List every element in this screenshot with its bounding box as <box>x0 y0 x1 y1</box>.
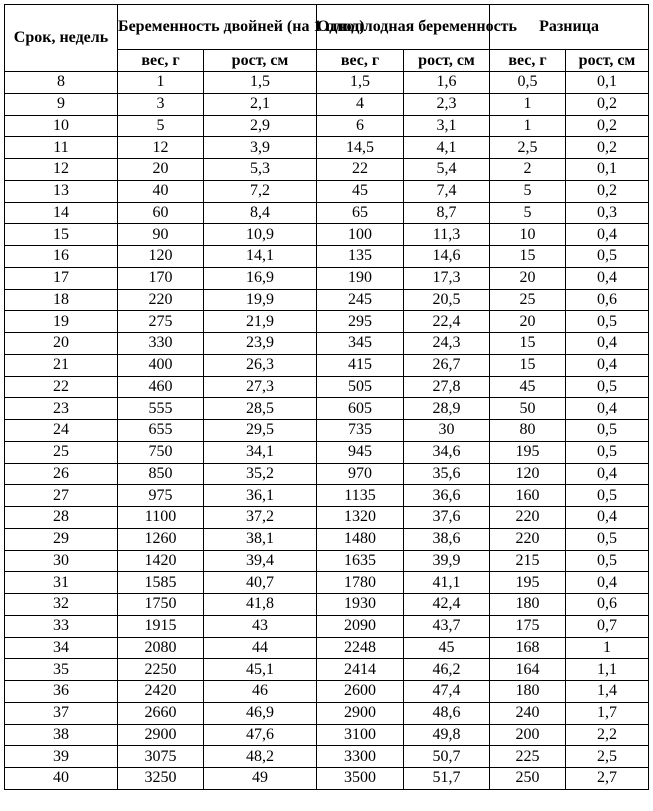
cell-diff-height: 2,7 <box>566 768 649 790</box>
cell-twin-weight: 220 <box>118 289 204 311</box>
cell-twin-weight: 975 <box>118 485 204 507</box>
cell-diff-weight: 168 <box>490 637 566 659</box>
cell-twin-weight: 330 <box>118 333 204 355</box>
cell-diff-height: 0,5 <box>566 246 649 268</box>
table-row <box>5 441 649 463</box>
cell-twin-height: 37,2 <box>204 507 317 529</box>
table-row <box>5 681 649 703</box>
cell-twin-weight: 90 <box>118 224 204 246</box>
cell-diff-weight: 180 <box>490 681 566 703</box>
cell-single-weight: 970 <box>317 463 404 485</box>
cell-twin-height: 14,1 <box>204 246 317 268</box>
cell-diff-weight: 15 <box>490 354 566 376</box>
cell-twin-weight: 170 <box>118 267 204 289</box>
table-row <box>5 724 649 746</box>
cell-twin-height: 7,2 <box>204 180 317 202</box>
cell-single-weight: 14,5 <box>317 137 404 159</box>
cell-term: 13 <box>5 180 118 202</box>
cell-diff-height: 0,4 <box>566 398 649 420</box>
table-row <box>5 333 649 355</box>
cell-diff-weight: 25 <box>490 289 566 311</box>
table-row <box>5 485 649 507</box>
cell-single-weight: 1780 <box>317 572 404 594</box>
table-row <box>5 420 649 442</box>
cell-single-weight: 2414 <box>317 659 404 681</box>
cell-single-height: 35,6 <box>404 463 490 485</box>
cell-twin-weight: 1420 <box>118 550 204 572</box>
cell-single-weight: 1,5 <box>317 72 404 94</box>
table-header <box>5 5 649 72</box>
cell-single-height: 49,8 <box>404 724 490 746</box>
cell-diff-weight: 195 <box>490 572 566 594</box>
cell-single-height: 24,3 <box>404 333 490 355</box>
cell-twin-height: 46,9 <box>204 702 317 724</box>
table-row <box>5 246 649 268</box>
cell-term: 23 <box>5 398 118 420</box>
cell-twin-height: 10,9 <box>204 224 317 246</box>
cell-twin-weight: 1915 <box>118 615 204 637</box>
cell-diff-weight: 15 <box>490 246 566 268</box>
cell-diff-height: 0,2 <box>566 93 649 115</box>
cell-single-height: 20,5 <box>404 289 490 311</box>
cell-twin-height: 23,9 <box>204 333 317 355</box>
cell-diff-height: 1,4 <box>566 681 649 703</box>
cell-diff-height: 0,2 <box>566 137 649 159</box>
cell-single-height: 4,1 <box>404 137 490 159</box>
table-row <box>5 463 649 485</box>
cell-twin-height: 26,3 <box>204 354 317 376</box>
cell-single-weight: 6 <box>317 115 404 137</box>
cell-twin-height: 49 <box>204 768 317 790</box>
cell-twin-weight: 120 <box>118 246 204 268</box>
cell-single-weight: 3300 <box>317 746 404 768</box>
header-diff: Разница <box>490 5 649 50</box>
cell-single-height: 14,6 <box>404 246 490 268</box>
cell-single-weight: 2248 <box>317 637 404 659</box>
cell-term: 34 <box>5 637 118 659</box>
cell-diff-weight: 175 <box>490 615 566 637</box>
cell-single-height: 7,4 <box>404 180 490 202</box>
header-diff-weight: вес, г <box>490 50 566 72</box>
cell-single-height: 11,3 <box>404 224 490 246</box>
cell-single-height: 22,4 <box>404 311 490 333</box>
table-row <box>5 93 649 115</box>
cell-single-height: 48,6 <box>404 702 490 724</box>
header-single-height: рост, см <box>404 50 490 72</box>
cell-twin-weight: 750 <box>118 441 204 463</box>
cell-diff-height: 0,4 <box>566 354 649 376</box>
cell-diff-weight: 20 <box>490 311 566 333</box>
table-row <box>5 572 649 594</box>
cell-term: 37 <box>5 702 118 724</box>
cell-single-height: 1,6 <box>404 72 490 94</box>
header-twin-height: рост, см <box>204 50 317 72</box>
table-row <box>5 137 649 159</box>
cell-term: 18 <box>5 289 118 311</box>
cell-twin-height: 16,9 <box>204 267 317 289</box>
cell-diff-weight: 0,5 <box>490 72 566 94</box>
cell-diff-weight: 120 <box>490 463 566 485</box>
cell-twin-height: 41,8 <box>204 594 317 616</box>
cell-twin-weight: 275 <box>118 311 204 333</box>
cell-diff-height: 0,5 <box>566 485 649 507</box>
cell-term: 16 <box>5 246 118 268</box>
table-row <box>5 746 649 768</box>
cell-single-height: 3,1 <box>404 115 490 137</box>
table-container <box>4 4 649 790</box>
cell-single-height: 38,6 <box>404 528 490 550</box>
cell-diff-weight: 220 <box>490 528 566 550</box>
cell-single-height: 30 <box>404 420 490 442</box>
cell-twin-height: 2,1 <box>204 93 317 115</box>
cell-single-weight: 3100 <box>317 724 404 746</box>
cell-term: 38 <box>5 724 118 746</box>
cell-single-weight: 945 <box>317 441 404 463</box>
cell-diff-height: 0,5 <box>566 528 649 550</box>
cell-term: 20 <box>5 333 118 355</box>
cell-term: 32 <box>5 594 118 616</box>
cell-diff-weight: 20 <box>490 267 566 289</box>
cell-diff-weight: 2 <box>490 159 566 181</box>
cell-single-weight: 1135 <box>317 485 404 507</box>
table-row <box>5 354 649 376</box>
cell-term: 39 <box>5 746 118 768</box>
table-row <box>5 528 649 550</box>
cell-single-weight: 1320 <box>317 507 404 529</box>
table-row <box>5 115 649 137</box>
cell-diff-weight: 5 <box>490 202 566 224</box>
table-row <box>5 615 649 637</box>
cell-twin-weight: 400 <box>118 354 204 376</box>
cell-term: 28 <box>5 507 118 529</box>
cell-twin-weight: 20 <box>118 159 204 181</box>
cell-single-height: 8,7 <box>404 202 490 224</box>
cell-term: 24 <box>5 420 118 442</box>
cell-term: 35 <box>5 659 118 681</box>
cell-term: 33 <box>5 615 118 637</box>
cell-twin-weight: 850 <box>118 463 204 485</box>
header-single: Одноплодная беременность <box>317 5 490 50</box>
cell-single-weight: 65 <box>317 202 404 224</box>
cell-diff-height: 0,4 <box>566 267 649 289</box>
table-row <box>5 289 649 311</box>
cell-twin-height: 1,5 <box>204 72 317 94</box>
cell-twin-weight: 555 <box>118 398 204 420</box>
cell-term: 27 <box>5 485 118 507</box>
cell-diff-height: 0,5 <box>566 376 649 398</box>
table-row <box>5 507 649 529</box>
cell-single-weight: 135 <box>317 246 404 268</box>
cell-diff-height: 0,3 <box>566 202 649 224</box>
cell-diff-weight: 10 <box>490 224 566 246</box>
cell-diff-height: 0,2 <box>566 180 649 202</box>
cell-term: 26 <box>5 463 118 485</box>
cell-diff-height: 2,2 <box>566 724 649 746</box>
cell-diff-height: 0,6 <box>566 594 649 616</box>
table-row <box>5 224 649 246</box>
cell-twin-height: 8,4 <box>204 202 317 224</box>
cell-single-weight: 1635 <box>317 550 404 572</box>
table-row <box>5 659 649 681</box>
cell-diff-height: 0,6 <box>566 289 649 311</box>
header-term: Срок, недель <box>5 5 118 72</box>
cell-term: 15 <box>5 224 118 246</box>
cell-term: 10 <box>5 115 118 137</box>
cell-single-weight: 190 <box>317 267 404 289</box>
cell-single-weight: 4 <box>317 93 404 115</box>
cell-single-weight: 2600 <box>317 681 404 703</box>
table-row <box>5 376 649 398</box>
cell-single-height: 51,7 <box>404 768 490 790</box>
cell-diff-height: 0,4 <box>566 333 649 355</box>
cell-single-height: 26,7 <box>404 354 490 376</box>
cell-single-height: 43,7 <box>404 615 490 637</box>
cell-twin-height: 36,1 <box>204 485 317 507</box>
table-row <box>5 180 649 202</box>
cell-diff-height: 2,5 <box>566 746 649 768</box>
cell-term: 11 <box>5 137 118 159</box>
cell-term: 30 <box>5 550 118 572</box>
cell-term: 31 <box>5 572 118 594</box>
cell-term: 12 <box>5 159 118 181</box>
cell-diff-weight: 160 <box>490 485 566 507</box>
cell-twin-height: 47,6 <box>204 724 317 746</box>
cell-diff-height: 0,4 <box>566 507 649 529</box>
cell-diff-weight: 164 <box>490 659 566 681</box>
cell-single-height: 50,7 <box>404 746 490 768</box>
cell-twin-height: 48,2 <box>204 746 317 768</box>
header-row-main <box>5 5 649 50</box>
cell-single-height: 37,6 <box>404 507 490 529</box>
cell-diff-weight: 5 <box>490 180 566 202</box>
cell-twin-height: 19,9 <box>204 289 317 311</box>
cell-single-weight: 2090 <box>317 615 404 637</box>
header-twin-weight: вес, г <box>118 50 204 72</box>
cell-term: 8 <box>5 72 118 94</box>
cell-diff-weight: 195 <box>490 441 566 463</box>
table-row <box>5 202 649 224</box>
cell-single-weight: 1480 <box>317 528 404 550</box>
cell-diff-weight: 200 <box>490 724 566 746</box>
cell-term: 14 <box>5 202 118 224</box>
cell-twin-height: 39,4 <box>204 550 317 572</box>
table-row <box>5 311 649 333</box>
cell-single-weight: 245 <box>317 289 404 311</box>
cell-diff-height: 0,4 <box>566 224 649 246</box>
cell-single-height: 41,1 <box>404 572 490 594</box>
cell-twin-height: 38,1 <box>204 528 317 550</box>
cell-twin-weight: 5 <box>118 115 204 137</box>
cell-twin-height: 21,9 <box>204 311 317 333</box>
cell-diff-weight: 50 <box>490 398 566 420</box>
pregnancy-table <box>4 4 649 790</box>
cell-twin-weight: 2080 <box>118 637 204 659</box>
cell-diff-weight: 250 <box>490 768 566 790</box>
table-row <box>5 159 649 181</box>
header-twin: Беременность двойней (на 1 плод) <box>118 5 317 50</box>
cell-term: 17 <box>5 267 118 289</box>
cell-diff-height: 1 <box>566 637 649 659</box>
cell-diff-height: 0,5 <box>566 311 649 333</box>
cell-twin-weight: 1100 <box>118 507 204 529</box>
cell-diff-weight: 220 <box>490 507 566 529</box>
cell-twin-weight: 3250 <box>118 768 204 790</box>
cell-single-weight: 605 <box>317 398 404 420</box>
cell-diff-weight: 240 <box>490 702 566 724</box>
cell-diff-height: 0,5 <box>566 550 649 572</box>
cell-diff-height: 0,7 <box>566 615 649 637</box>
cell-term: 22 <box>5 376 118 398</box>
table-body <box>5 72 649 790</box>
cell-twin-weight: 3075 <box>118 746 204 768</box>
cell-diff-height: 0,5 <box>566 420 649 442</box>
cell-diff-weight: 15 <box>490 333 566 355</box>
cell-single-height: 47,4 <box>404 681 490 703</box>
table-row <box>5 267 649 289</box>
table-row <box>5 550 649 572</box>
cell-twin-weight: 1585 <box>118 572 204 594</box>
cell-twin-weight: 40 <box>118 180 204 202</box>
cell-twin-height: 45,1 <box>204 659 317 681</box>
cell-diff-weight: 1 <box>490 115 566 137</box>
cell-twin-weight: 60 <box>118 202 204 224</box>
cell-single-weight: 100 <box>317 224 404 246</box>
header-single-weight: вес, г <box>317 50 404 72</box>
cell-single-weight: 3500 <box>317 768 404 790</box>
cell-twin-weight: 12 <box>118 137 204 159</box>
cell-twin-weight: 1 <box>118 72 204 94</box>
table-row <box>5 398 649 420</box>
cell-single-weight: 1930 <box>317 594 404 616</box>
cell-twin-height: 46 <box>204 681 317 703</box>
cell-term: 21 <box>5 354 118 376</box>
cell-twin-weight: 2250 <box>118 659 204 681</box>
cell-single-weight: 345 <box>317 333 404 355</box>
cell-twin-height: 29,5 <box>204 420 317 442</box>
cell-twin-weight: 1260 <box>118 528 204 550</box>
table-row <box>5 702 649 724</box>
table-row <box>5 594 649 616</box>
cell-diff-height: 0,4 <box>566 463 649 485</box>
cell-diff-weight: 215 <box>490 550 566 572</box>
cell-twin-height: 5,3 <box>204 159 317 181</box>
table-row <box>5 72 649 94</box>
cell-diff-height: 0,1 <box>566 72 649 94</box>
cell-twin-height: 2,9 <box>204 115 317 137</box>
cell-twin-height: 34,1 <box>204 441 317 463</box>
cell-term: 25 <box>5 441 118 463</box>
cell-twin-weight: 1750 <box>118 594 204 616</box>
cell-diff-weight: 45 <box>490 376 566 398</box>
cell-diff-weight: 225 <box>490 746 566 768</box>
cell-single-weight: 415 <box>317 354 404 376</box>
cell-single-weight: 45 <box>317 180 404 202</box>
cell-single-height: 42,4 <box>404 594 490 616</box>
cell-twin-height: 28,5 <box>204 398 317 420</box>
cell-single-weight: 2900 <box>317 702 404 724</box>
cell-single-weight: 22 <box>317 159 404 181</box>
cell-single-height: 46,2 <box>404 659 490 681</box>
cell-twin-height: 3,9 <box>204 137 317 159</box>
cell-diff-weight: 2,5 <box>490 137 566 159</box>
cell-single-height: 28,9 <box>404 398 490 420</box>
table-row <box>5 768 649 790</box>
cell-twin-height: 27,3 <box>204 376 317 398</box>
cell-twin-weight: 2420 <box>118 681 204 703</box>
cell-twin-weight: 460 <box>118 376 204 398</box>
cell-term: 36 <box>5 681 118 703</box>
cell-twin-weight: 2900 <box>118 724 204 746</box>
cell-single-height: 39,9 <box>404 550 490 572</box>
cell-diff-height: 1,7 <box>566 702 649 724</box>
cell-diff-weight: 180 <box>490 594 566 616</box>
cell-twin-weight: 2660 <box>118 702 204 724</box>
cell-term: 40 <box>5 768 118 790</box>
cell-diff-height: 1,1 <box>566 659 649 681</box>
cell-diff-height: 0,2 <box>566 115 649 137</box>
cell-single-height: 34,6 <box>404 441 490 463</box>
table-row <box>5 637 649 659</box>
cell-diff-height: 0,4 <box>566 572 649 594</box>
cell-term: 19 <box>5 311 118 333</box>
cell-single-height: 45 <box>404 637 490 659</box>
cell-twin-height: 43 <box>204 615 317 637</box>
cell-single-height: 36,6 <box>404 485 490 507</box>
cell-single-weight: 735 <box>317 420 404 442</box>
cell-term: 29 <box>5 528 118 550</box>
cell-single-weight: 505 <box>317 376 404 398</box>
cell-term: 9 <box>5 93 118 115</box>
cell-twin-weight: 655 <box>118 420 204 442</box>
cell-twin-weight: 3 <box>118 93 204 115</box>
cell-twin-height: 35,2 <box>204 463 317 485</box>
cell-single-height: 2,3 <box>404 93 490 115</box>
cell-twin-height: 40,7 <box>204 572 317 594</box>
cell-single-weight: 295 <box>317 311 404 333</box>
cell-twin-height: 44 <box>204 637 317 659</box>
cell-diff-weight: 1 <box>490 93 566 115</box>
header-diff-height: рост, см <box>566 50 649 72</box>
cell-single-height: 17,3 <box>404 267 490 289</box>
cell-single-height: 27,8 <box>404 376 490 398</box>
cell-diff-height: 0,1 <box>566 159 649 181</box>
cell-diff-height: 0,5 <box>566 441 649 463</box>
cell-diff-weight: 80 <box>490 420 566 442</box>
cell-single-height: 5,4 <box>404 159 490 181</box>
